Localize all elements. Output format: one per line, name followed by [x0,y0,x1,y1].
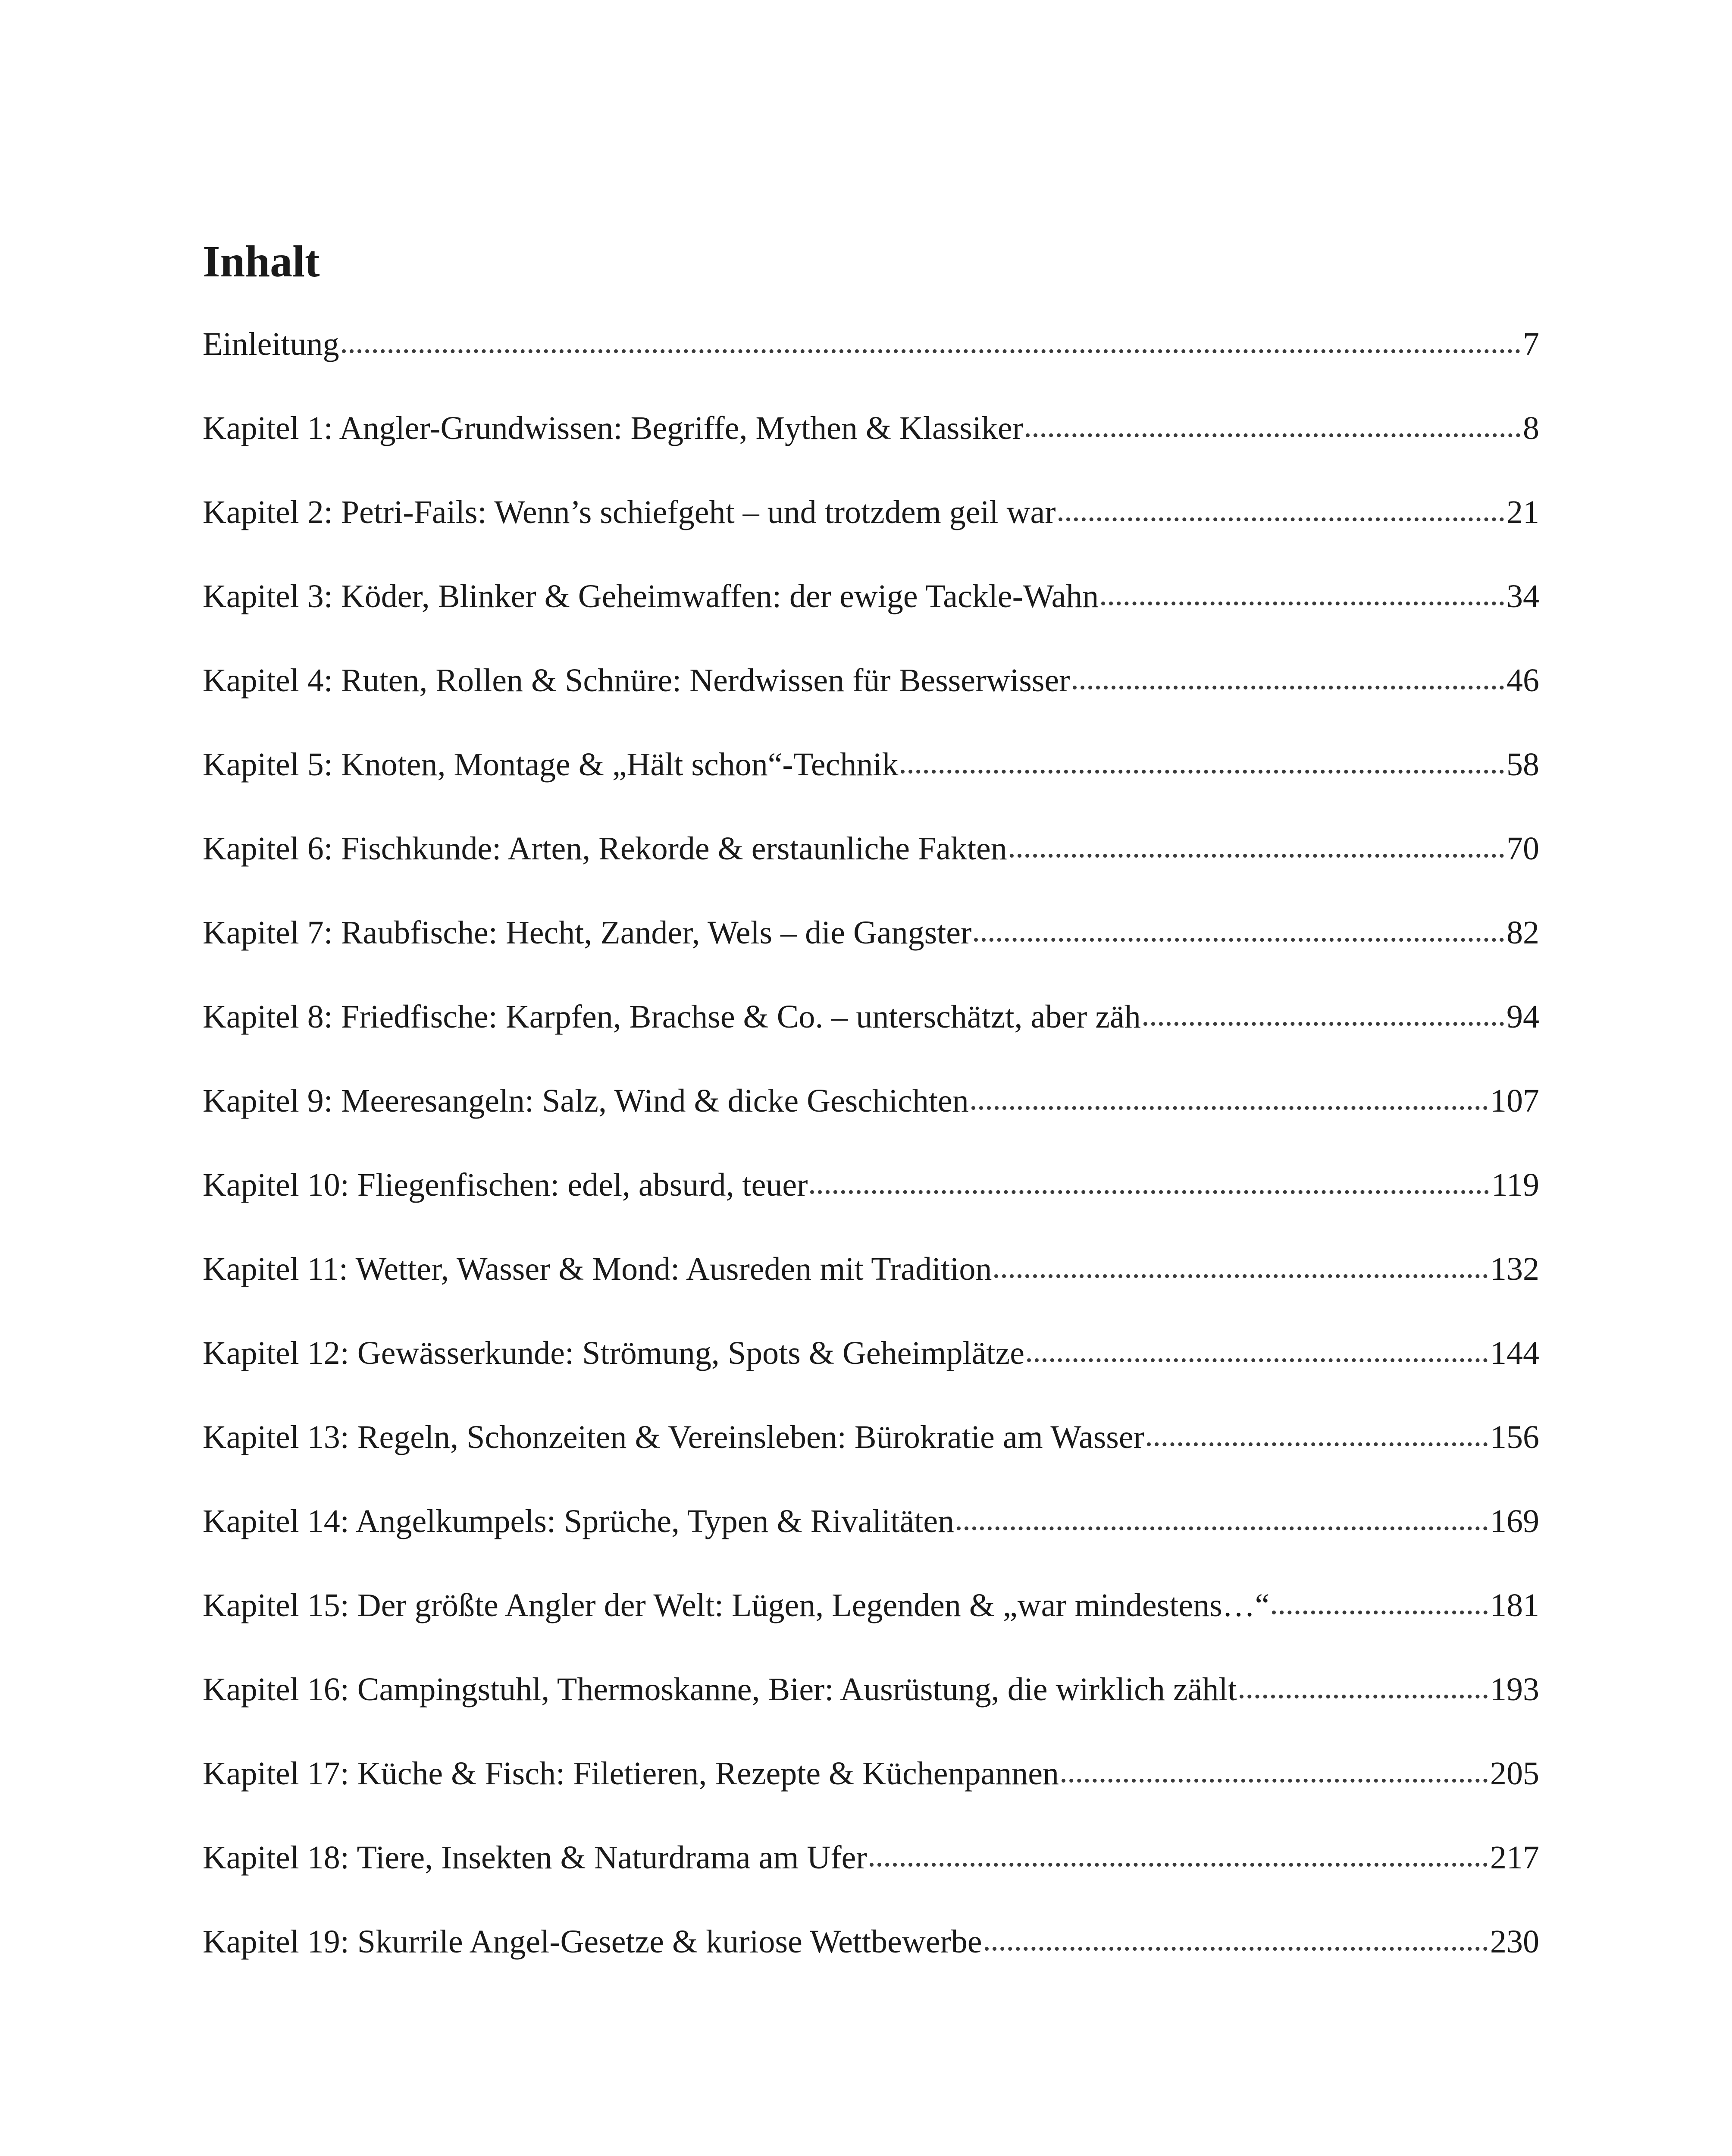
toc-entry-page-number: 34 [1506,578,1539,614]
toc-entry-page-number: 46 [1506,662,1539,699]
toc-entry[interactable] [203,916,1539,1000]
toc-entry-title: Kapitel 2: Petri-Fails: Wenn’s schiefgeht – und trotzdem geil war [203,494,1056,530]
toc-entry-page-number: 70 [1506,830,1539,867]
toc-entry[interactable] [203,1589,1539,1673]
toc-entry-page-number: 144 [1490,1335,1539,1371]
toc-entry[interactable] [203,328,1539,412]
toc-entry-page-number: 107 [1490,1083,1539,1119]
dot-leader [1147,1442,1488,1446]
toc-entry[interactable] [203,1337,1539,1421]
toc-entry-title: Kapitel 6: Fischkunde: Arten, Rekorde & erstaunliche Fakten [203,830,1007,867]
toc-entry-title: Kapitel 3: Köder, Blinker & Geheimwaffen: der ewige Tackle-Wahn [203,578,1099,614]
toc-entry-page-number: 181 [1490,1587,1539,1623]
toc-entry[interactable] [203,496,1539,580]
toc-entry-title: Kapitel 19: Skurrile Angel-Gesetze & kuriose Wettbewerbe [203,1924,982,1960]
toc-entry-page-number: 21 [1506,494,1539,530]
toc-entry-page-number: 119 [1491,1167,1539,1203]
toc-entry-page-number: 82 [1506,915,1539,951]
toc-entry-title: Kapitel 7: Raubfische: Hecht, Zander, Wels – die Gangster [203,915,972,951]
toc-entry-title: Kapitel 12: Gewässerkunde: Strömung, Spots & Geheimplätze [203,1335,1024,1371]
toc-entry-page-number: 230 [1490,1924,1539,1960]
toc-entry-title: Kapitel 5: Knoten, Montage & „Hält schon“-Technik [203,746,899,783]
dot-leader [1059,517,1504,521]
table-of-contents [203,328,1539,2009]
toc-entry-page-number: 7 [1523,326,1539,362]
dot-leader [1062,1779,1488,1783]
toc-entry[interactable] [203,1169,1539,1253]
dot-leader [1073,686,1504,689]
toc-entry-page-number: 205 [1490,1755,1539,1792]
toc-entry-title: Kapitel 10: Fliegenfischen: edel, absurd, teuer [203,1167,808,1203]
dot-leader [985,1947,1488,1951]
toc-entry[interactable] [203,1421,1539,1505]
toc-entry[interactable] [203,1084,1539,1169]
toc-entry-page-number: 132 [1490,1251,1539,1287]
toc-entry[interactable] [203,664,1539,748]
dot-leader [1010,854,1504,858]
toc-entry-title: Kapitel 14: Angelkumpels: Sprüche, Typen & Rivalitäten [203,1503,955,1539]
toc-entry[interactable] [203,1253,1539,1337]
toc-entry-page-number: 217 [1490,1839,1539,1876]
dot-leader [810,1190,1488,1194]
toc-heading: Inhalt [203,237,320,286]
toc-entry-title: Kapitel 8: Friedfische: Karpfen, Brachse & Co. – unterschätzt, aber zäh [203,999,1141,1035]
dot-leader [342,349,1520,353]
dot-leader [1101,602,1504,605]
toc-entry[interactable] [203,1757,1539,1841]
toc-entry[interactable] [203,748,1539,832]
toc-entry-page-number: 156 [1490,1419,1539,1455]
toc-entry-title: Kapitel 15: Der größte Angler der Welt: Lügen, Legenden & „war mindestens…“ [203,1587,1270,1623]
toc-entry[interactable] [203,580,1539,664]
dot-leader [971,1106,1488,1110]
dot-leader [1027,1358,1488,1362]
toc-entry-page-number: 193 [1490,1671,1539,1708]
toc-entry[interactable] [203,412,1539,496]
dot-leader [1272,1611,1488,1614]
dot-leader [1026,433,1520,437]
toc-entry-page-number: 58 [1506,746,1539,783]
toc-entry-title: Kapitel 4: Ruten, Rollen & Schnüre: Nerdwissen für Besserwisser [203,662,1070,699]
dot-leader [994,1274,1488,1278]
toc-entry[interactable] [203,1841,1539,1925]
dot-leader [1143,1022,1504,1026]
dot-leader [974,938,1504,942]
toc-entry[interactable] [203,1505,1539,1589]
toc-entry-title: Kapitel 17: Küche & Fisch: Filetieren, Rezepte & Küchenpannen [203,1755,1059,1792]
toc-entry[interactable] [203,1673,1539,1757]
toc-entry-title: Kapitel 9: Meeresangeln: Salz, Wind & dicke Geschichten [203,1083,969,1119]
toc-entry[interactable] [203,832,1539,916]
toc-entry-page-number: 169 [1490,1503,1539,1539]
toc-entry-page-number: 94 [1506,999,1539,1035]
toc-entry[interactable] [203,1925,1539,2009]
toc-entry-page-number: 8 [1523,410,1539,446]
dot-leader [1240,1695,1488,1698]
toc-entry-title: Kapitel 16: Campingstuhl, Thermoskanne, Bier: Ausrüstung, die wirklich zählt [203,1671,1237,1708]
toc-entry-title: Kapitel 18: Tiere, Insekten & Naturdrama am Ufer [203,1839,867,1876]
toc-entry-title: Kapitel 1: Angler-Grundwissen: Begriffe, Mythen & Klassiker [203,410,1024,446]
toc-entry[interactable] [203,1000,1539,1084]
dot-leader [901,770,1504,774]
toc-entry-title: Kapitel 11: Wetter, Wasser & Mond: Ausreden mit Tradition [203,1251,992,1287]
toc-entry-title: Kapitel 13: Regeln, Schonzeiten & Vereinsleben: Bürokratie am Wasser [203,1419,1144,1455]
dot-leader [957,1526,1488,1530]
dot-leader [870,1863,1488,1867]
toc-entry-title: Einleitung [203,326,339,362]
